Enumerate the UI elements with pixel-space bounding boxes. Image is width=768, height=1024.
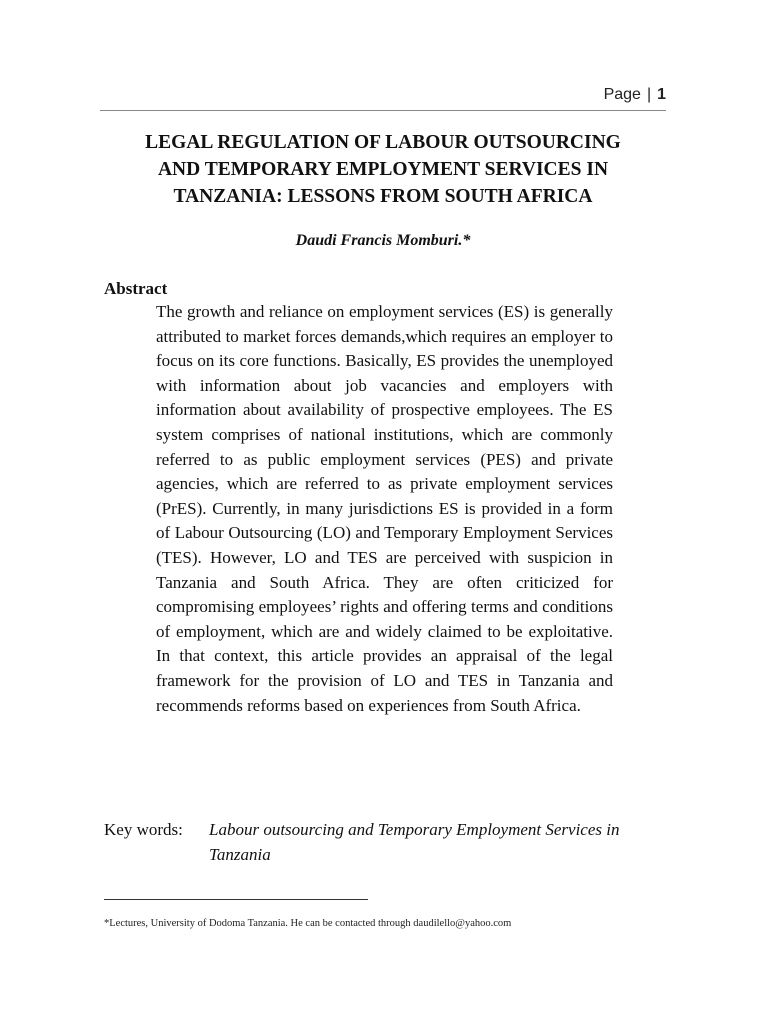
page-separator: | (646, 86, 652, 103)
abstract-body: The growth and reliance on employment services (ES) is generally attributed to market forces demands,which requires an employer to focus on its core functions. Basically, ES provides the unemployed with information about job vacancies and employers with information about availability of prospective employees. The ES system comprises of national institutions, which are commonly referred to as public employment services (PES) and private agencies, which are referred to as private employment services (PrES). Currently, in many jurisdictions ES is provided in a form of Labour Outsourcing (LO) and Temporary Employment Services (TES). However, LO and TES are perceived with suspicion in Tanzania and South Africa. They are often criticized for compromising employees’ rights and offering terms and conditions of employment, which are and widely claimed to be exploitative. In that context, this article provides an appraisal of the legal framework for the provision of LO and TES in Tanzania and recommends reforms based on experiences from South Africa. (156, 302, 613, 715)
abstract-heading: Abstract (104, 279, 168, 298)
keywords-colon: : (178, 820, 183, 839)
author-name: Daudi Francis Momburi.* (295, 232, 471, 249)
keywords-label: Key words (104, 820, 179, 839)
keywords (104, 817, 624, 864)
title-line-2: AND TEMPORARY EMPLOYMENT SERVICES IN (157, 159, 609, 180)
header-rule (100, 110, 666, 111)
title-line-3: TANZANIA: LESSONS FROM SOUTH AFRICA (173, 186, 593, 207)
footnote-rule (104, 899, 368, 900)
page-label: Page (603, 86, 641, 103)
title-line-1: LEGAL REGULATION OF LABOUR OUTSOURCING (145, 132, 621, 153)
footnote: *Lectures, University of Dodoma Tanzania. He can be contacted through daudilello@yahoo.com (104, 918, 512, 929)
article-title (100, 129, 666, 210)
page-header (100, 86, 666, 104)
page-number: 1 (657, 86, 666, 103)
keywords-value: Labour outsourcing and Temporary Employment Services in Tanzania (209, 820, 620, 864)
